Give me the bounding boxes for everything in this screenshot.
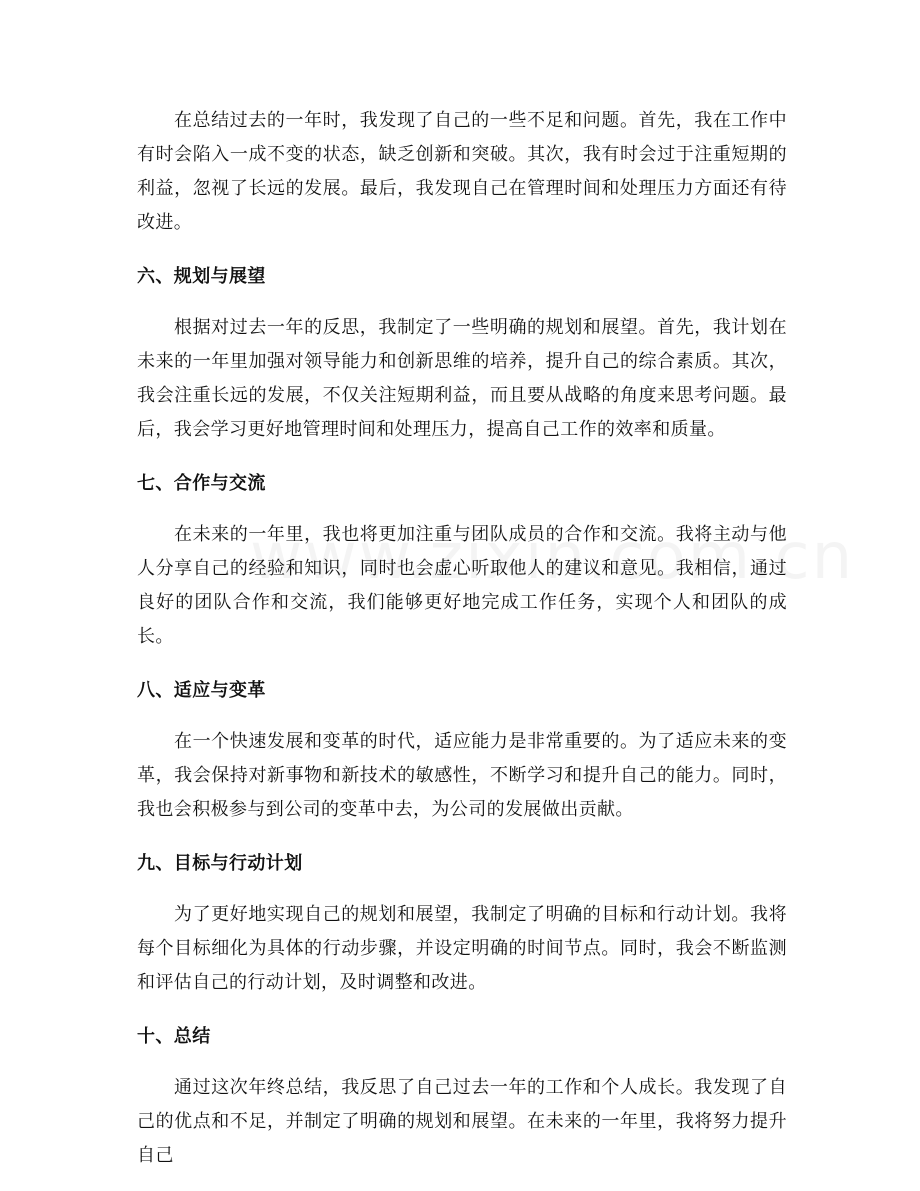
heading-adaptation: 八、适应与变革 <box>137 680 266 701</box>
paragraph-cooperation: 在未来的一年里，我也将更加注重与团队成员的合作和交流。我将主动与他人分享自己的经验和知识，同时也会虚心听取他人的建议和意见。我相信，通过良好的团队合作和交流，我们能够更好地完成工作任务，实现个人和团队的成长。 <box>137 524 787 647</box>
paragraph-planning-outlook: 根据对过去一年的反思，我制定了一些明确的规划和展望。首先，我计划在未来的一年里加强对领导能力和创新思维的培养，提升自己的综合素质。其次，我会注重长远的发展，不仅关注短期利益，而且要从战略的角度来思考问题。最后，我会学习更好地管理时间和处理压力，提高自己工作的效率和质量。 <box>137 317 787 440</box>
heading-planning-outlook: 六、规划与展望 <box>137 266 266 287</box>
paragraph-goals-action-plan: 为了更好地实现自己的规划和展望，我制定了明确的目标和行动计划。我将每个目标细化为具体的行动步骤，并设定明确的时间节点。同时，我会不断监测和评估自己的行动计划，及时调整和改进。 <box>137 904 787 993</box>
paragraph-adaptation: 在一个快速发展和变革的时代，适应能力是非常重要的。为了适应未来的变革，我会保持对新事物和新技术的敏感性，不断学习和提升自己的能力。同时，我也会积极参与到公司的变革中去，为公司的发展做出贡献。 <box>137 731 787 820</box>
heading-cooperation: 七、合作与交流 <box>137 473 266 494</box>
heading-summary: 十、总结 <box>137 1026 211 1047</box>
heading-goals-action-plan: 九、目标与行动计划 <box>137 853 303 874</box>
paragraph-summary: 通过这次年终总结，我反思了自己过去一年的工作和个人成长。我发现了自己的优点和不足，并制定了明确的规划和展望。在未来的一年里，我将努力提升自己 <box>137 1077 787 1166</box>
paragraph-reflection-problems: 在总结过去的一年时，我发现了自己的一些不足和问题。首先，我在工作中有时会陷入一成不变的状态，缺乏创新和突破。其次，我有时会过于注重短期的利益，忽视了长远的发展。最后，我发现自己在管理时间和处理压力方面还有待改进。 <box>137 110 787 233</box>
document-body <box>137 104 787 1173</box>
